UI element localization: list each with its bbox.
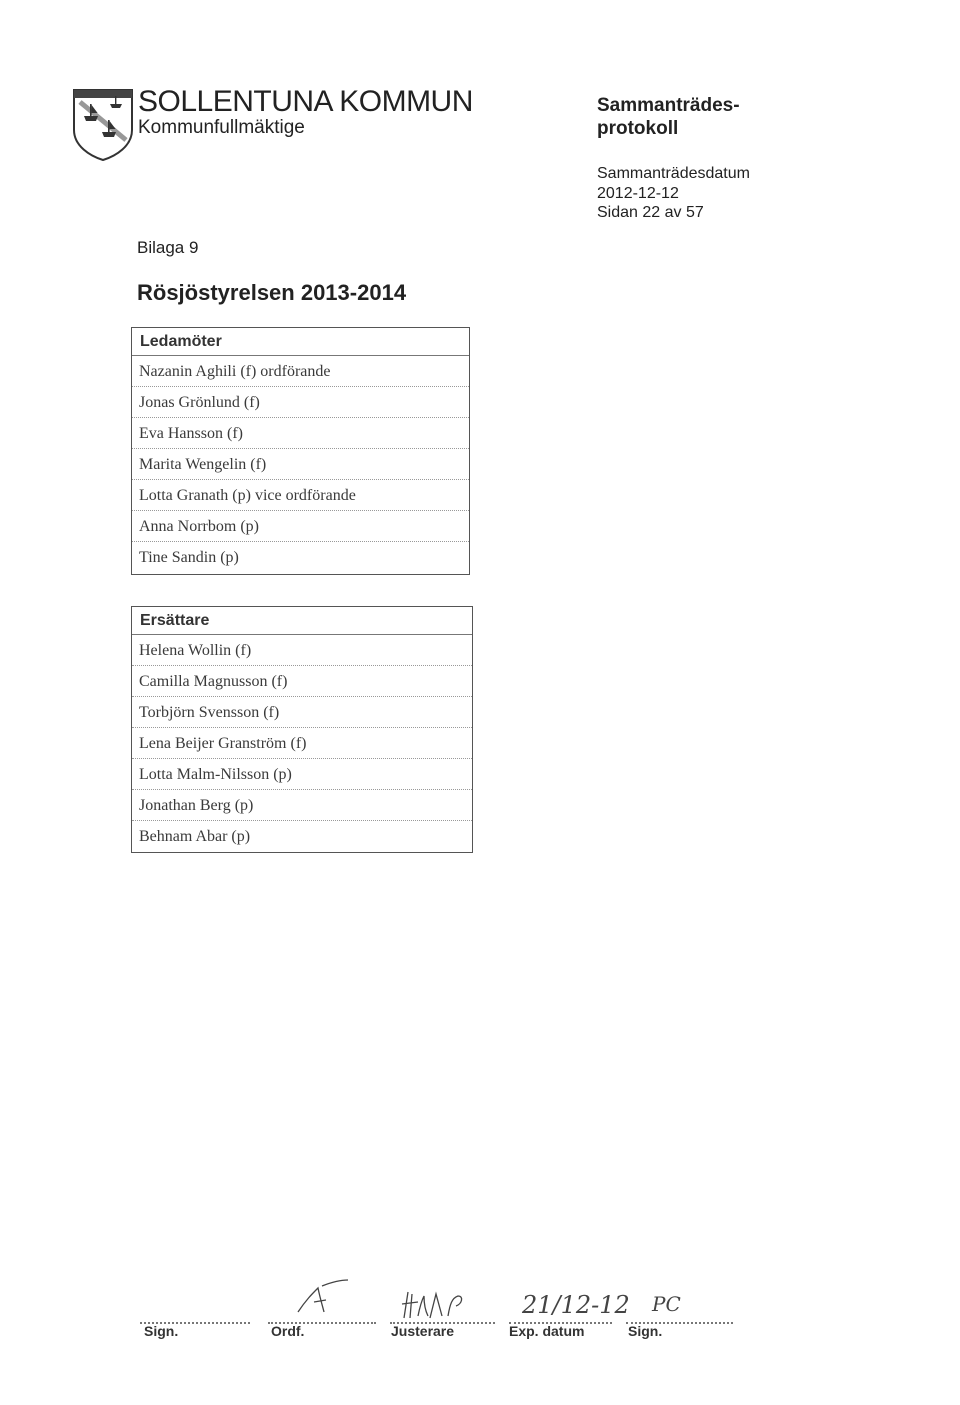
members-heading: Ledamöter bbox=[132, 328, 469, 356]
members-table bbox=[131, 327, 470, 575]
table-row: Lena Beijer Granström (f) bbox=[132, 728, 472, 759]
meeting-date-label: Sammanträdesdatum bbox=[597, 165, 750, 182]
substitutes-table bbox=[131, 606, 473, 853]
organization-body: Kommunfullmäktige bbox=[138, 117, 305, 138]
document-type-line-1: Sammanträdes- bbox=[597, 95, 740, 116]
page-info: Sidan 22 av 57 bbox=[597, 204, 704, 221]
substitutes-heading: Ersättare bbox=[132, 607, 472, 635]
handwritten-initials: PC bbox=[652, 1292, 681, 1316]
handwritten-exp-date: 21/12-12 bbox=[522, 1291, 630, 1319]
table-row: Behnam Abar (p) bbox=[139, 828, 251, 845]
municipal-coat-of-arms-icon bbox=[72, 88, 134, 162]
adjuster-signature bbox=[400, 1286, 470, 1322]
footer-label-chair: Ordf. bbox=[271, 1323, 305, 1339]
meeting-date-value: 2012-12-12 bbox=[597, 185, 679, 202]
chair-signature bbox=[292, 1278, 352, 1320]
document-type-line-2: protokoll bbox=[597, 118, 679, 139]
organization-name: SOLLENTUNA KOMMUN bbox=[138, 85, 473, 118]
table-row: Camilla Magnusson (f) bbox=[132, 666, 472, 697]
table-row: Tine Sandin (p) bbox=[139, 549, 239, 566]
appendix-label: Bilaga 9 bbox=[137, 238, 199, 257]
table-row: Torbjörn Svensson (f) bbox=[132, 697, 472, 728]
footer-label-exp-date: Exp. datum bbox=[509, 1323, 585, 1339]
table-row: Anna Norrbom (p) bbox=[132, 511, 469, 542]
footer-label-adjuster: Justerare bbox=[391, 1323, 455, 1339]
table-row: Nazanin Aghili (f) ordförande bbox=[132, 356, 469, 387]
table-row: Lotta Malm-Nilsson (p) bbox=[132, 759, 472, 790]
footer-label-sign: Sign. bbox=[144, 1323, 179, 1339]
table-row: Jonas Grönlund (f) bbox=[132, 387, 469, 418]
footer-label-sign-2: Sign. bbox=[628, 1323, 663, 1339]
document-type bbox=[597, 94, 740, 140]
table-row: Jonathan Berg (p) bbox=[132, 790, 472, 821]
table-row: Eva Hansson (f) bbox=[132, 418, 469, 449]
table-row: Marita Wengelin (f) bbox=[132, 449, 469, 480]
page-title: Rösjöstyrelsen 2013-2014 bbox=[137, 280, 407, 305]
table-row: Helena Wollin (f) bbox=[132, 635, 472, 666]
table-row: Lotta Granath (p) vice ordförande bbox=[132, 480, 469, 511]
